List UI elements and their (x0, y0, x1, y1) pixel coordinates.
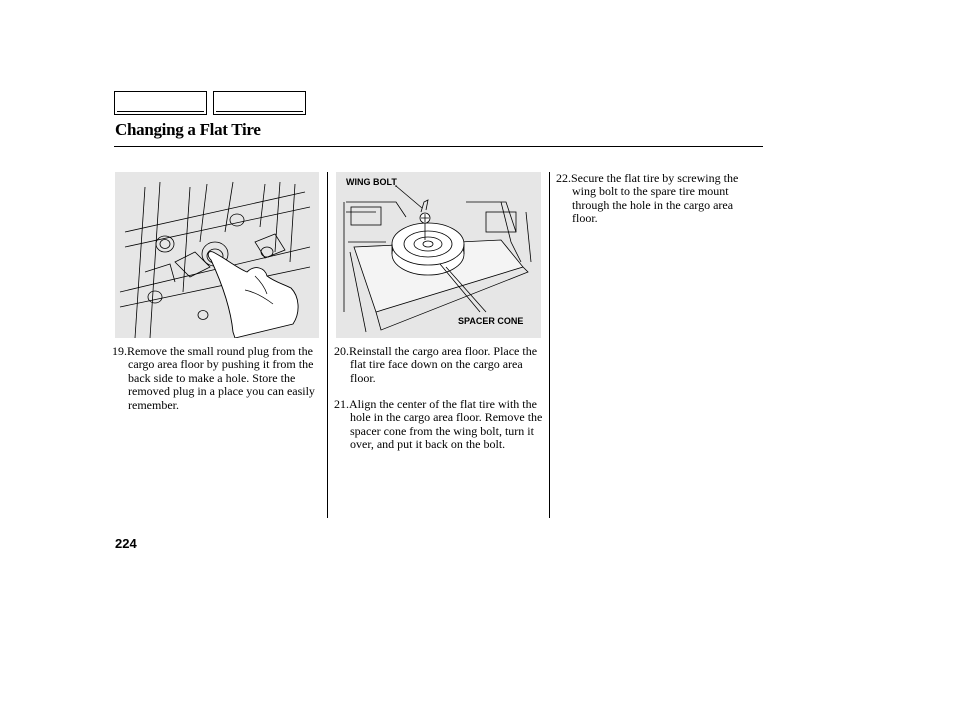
step-number: 20. (334, 344, 349, 358)
wing-bolt-label: WING BOLT (346, 177, 397, 187)
header-tab-box-2 (213, 91, 306, 115)
tire-securing-illustration (336, 172, 541, 338)
plug-removal-drawing (115, 172, 319, 338)
header-tab-box-1 (114, 91, 207, 115)
step-21 (334, 398, 544, 452)
step-text: Remove the small round plug from the cargo area floor by pushing it from the back side to make a hole. Store the removed plug in a place you can easily remember. (127, 344, 315, 412)
tire-securing-drawing (336, 172, 541, 338)
plug-removal-illustration (115, 172, 319, 338)
step-number: 22. (556, 171, 571, 185)
step-text: Secure the flat tire by screwing the wing bolt to the spare tire mount through the hole in the cargo area floor. (571, 171, 739, 226)
step-text: Align the center of the flat tire with the hole in the cargo area floor. Remove the spacer cone from the wing bolt, turn it over, and put it back on the bolt. (349, 397, 543, 452)
step-number: 19. (112, 344, 127, 358)
step-19 (112, 345, 322, 412)
title-rule (114, 146, 763, 147)
step-number: 21. (334, 397, 349, 411)
step-text: Reinstall the cargo area floor. Place the flat tire face down on the cargo area floor. (349, 344, 538, 385)
page-title: Changing a Flat Tire (115, 120, 261, 139)
page-number: 224 (115, 536, 137, 551)
spacer-cone-label: SPACER CONE (458, 316, 524, 326)
step-20 (334, 345, 544, 385)
step-22 (556, 172, 756, 226)
column-divider-2 (549, 172, 550, 518)
column-divider-1 (327, 172, 328, 518)
